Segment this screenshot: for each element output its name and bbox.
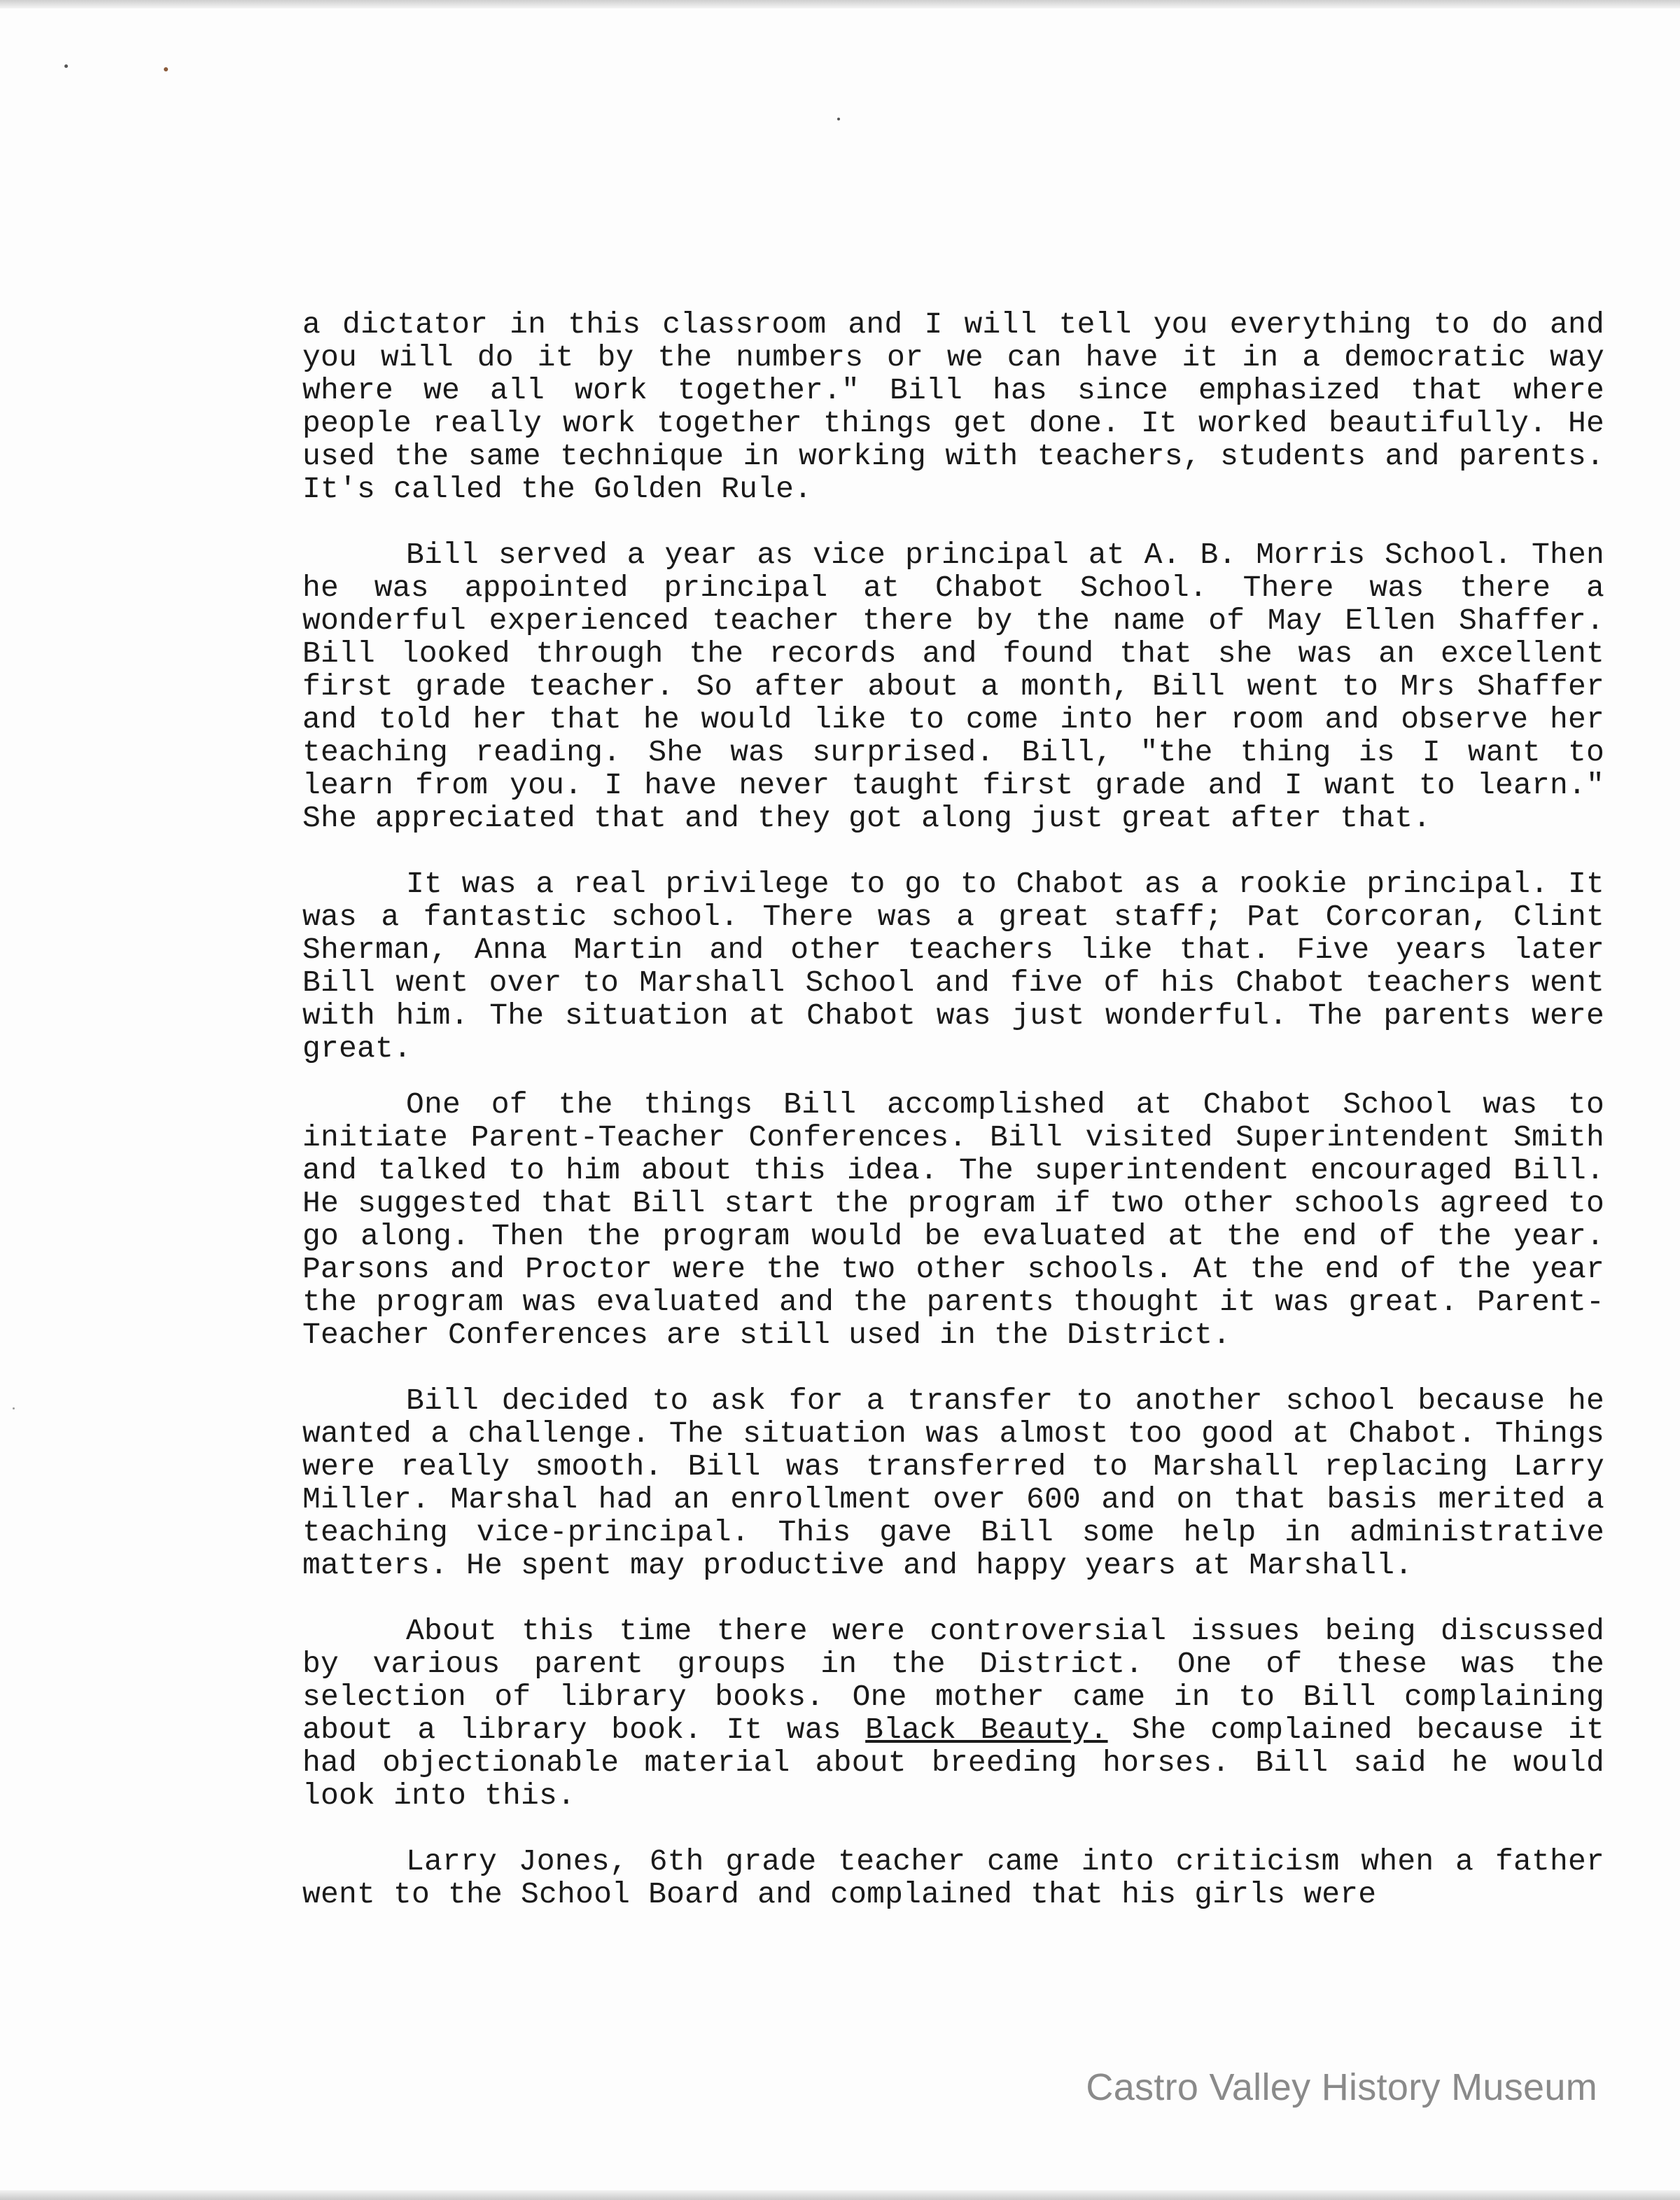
paragraph-6-text-after: She complained because it had objectionable material about breeding horses. Bill said he would look into this. [302, 1713, 1605, 1813]
scan-speck [164, 67, 168, 71]
paragraph-2: Bill served a year as vice principal at A. B. Morris School. Then he was appointed principal at Chabot School. There was there a wonderful experienced teacher there by the name of May Ellen Shaffer. Bill looked through the records and found that she was an excellent first grade teacher. So after about a month, Bill went to Mrs Shaffer and told her that he would like to come into her room and observe her teaching reading. She was surprised. Bill, "the thing is I want to learn from you. I have never taught first grade and I want to learn." She appreciated that and they got along just great after that. [302, 538, 1604, 835]
page-bottom-edge [0, 2190, 1680, 2200]
typed-text-body [302, 308, 1604, 1911]
paragraph-7: Larry Jones, 6th grade teacher came into criticism when a father went to the School Board and complained that his girls were [302, 1844, 1604, 1912]
paragraph-3: It was a real privilege to go to Chabot as a rookie principal. It was a fantastic school. There was a great staff; Pat Corcoran, Clint Sherman, Anna Martin and other teachers like that. Five years later Bill went over to Marshall School and five of his Chabot teachers went with him. The situation at Chabot was just wonderful. The parents were great. [302, 867, 1604, 1066]
paragraph-6-text-before: About this time there were controversial issues being discussed by various parent groups in the District. One of these was the selection of library books. One mother came in to Bill complaining about a library book. It was [302, 1614, 1604, 1747]
museum-watermark: Castro Valley History Museum [1086, 2066, 1597, 2108]
book-title: Black Beauty. [865, 1713, 1108, 1747]
paragraph-6 [302, 1615, 1604, 1812]
scan-speck [13, 1407, 15, 1409]
scan-speck [837, 118, 840, 120]
scan-speck [64, 64, 68, 68]
paragraph-1: a dictator in this classroom and I will tell you everything to do and you will do it by the numbers or we can have it in a democratic way where we all work together." Bill has since emphasized that where people really work together things get done. It worked beautifully. He used the same technique in working with teachers, students and parents. It's called the Golden Rule. [302, 307, 1604, 506]
paragraph-4: One of the things Bill accomplished at Chabot School was to initiate Parent-Teacher Conferences. Bill visited Superintendent Smith and talked to him about this idea. The superintendent encouraged Bill. He suggested that Bill start the program if two other schools agreed to go along. Then the program would be evaluated at the end of the year. Parsons and Proctor were the two other schools. At the end of the year the program was evaluated and the parents thought it was great. Parent-Teacher Conferences are still used in the District. [302, 1087, 1604, 1352]
paragraph-5: Bill decided to ask for a transfer to another school because he wanted a challenge. The situation was almost too good at Chabot. Things were really smooth. Bill was transferred to Marshall replacing Larry Miller. Marshal had an enrollment over 600 and on that basis merited a teaching vice-principal. This gave Bill some help in administrative matters. He spent may productive and happy years at Marshall. [302, 1384, 1604, 1582]
page-top-edge [0, 0, 1680, 8]
